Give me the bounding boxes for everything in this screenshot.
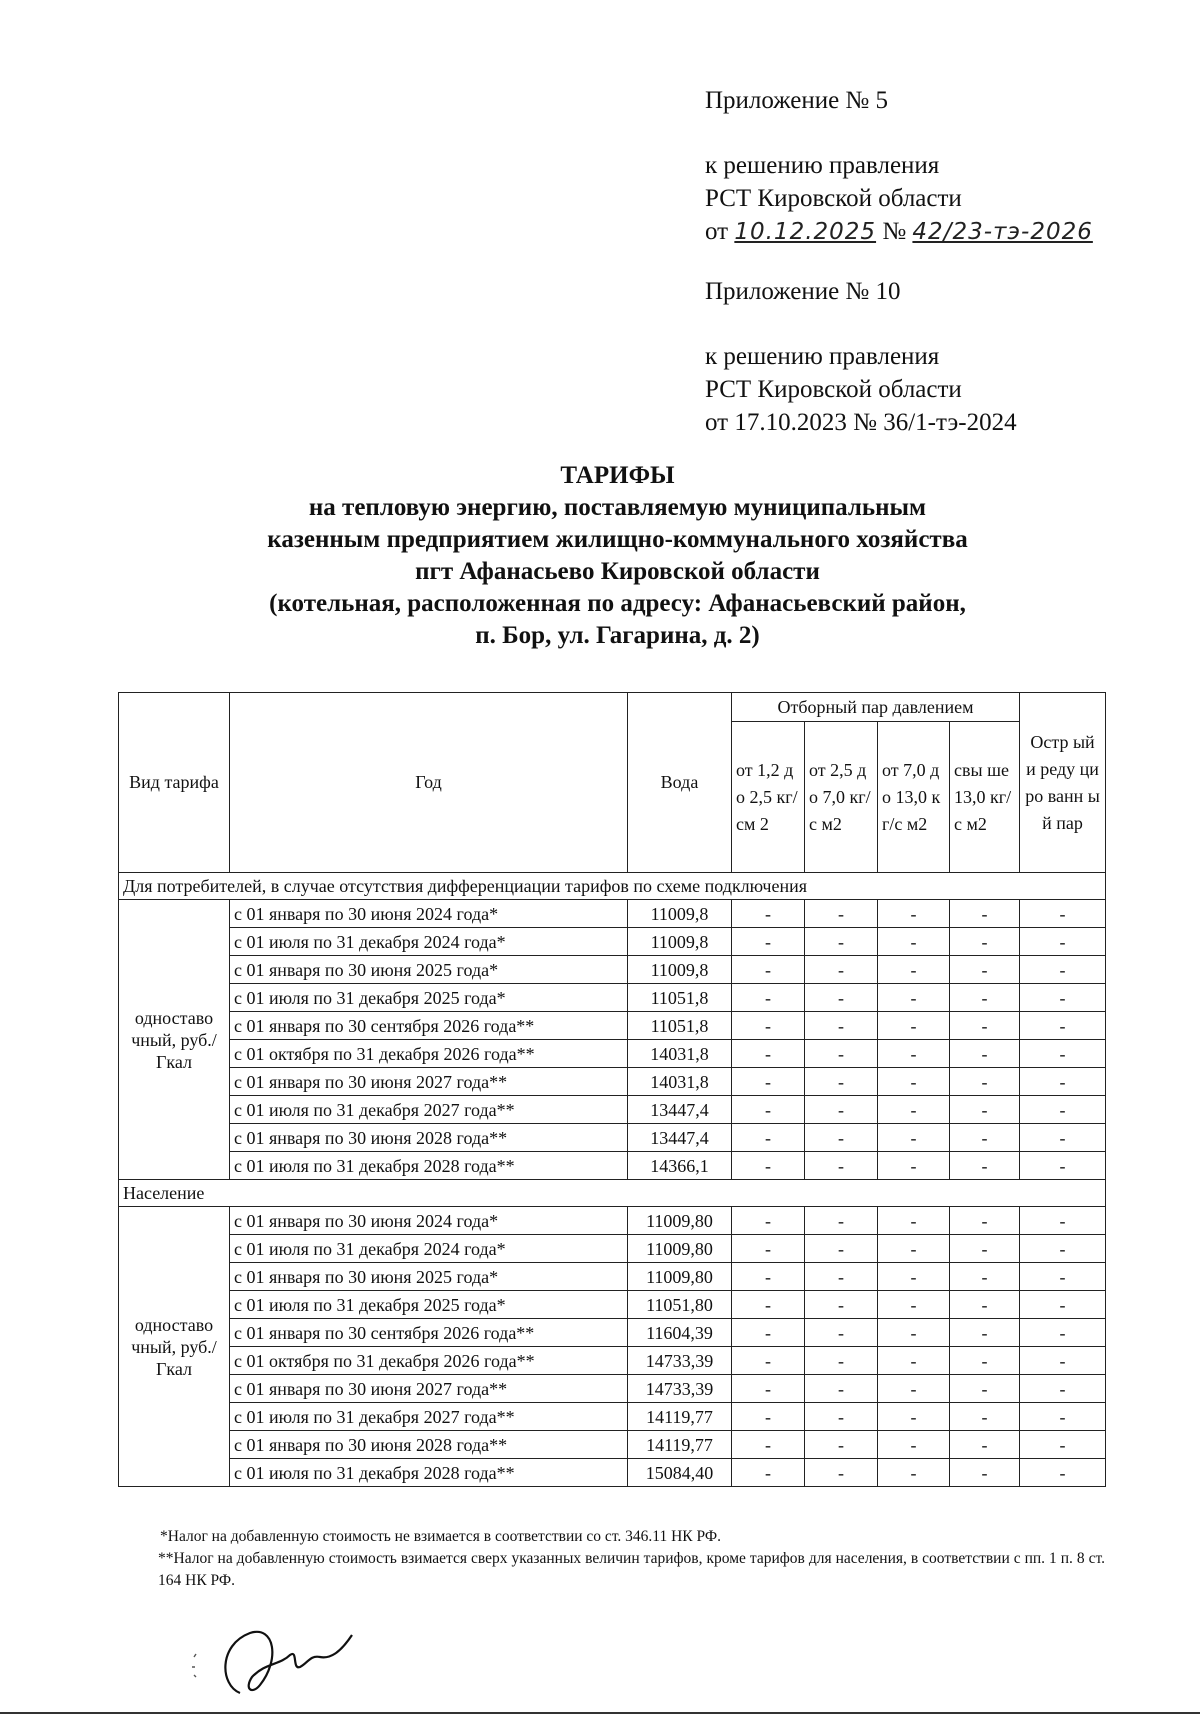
empty-tariff-cell: - — [950, 1235, 1020, 1263]
period-cell: с 01 июля по 31 декабря 2028 года** — [230, 1459, 628, 1487]
empty-tariff-cell: - — [878, 1347, 950, 1375]
empty-tariff-cell: - — [950, 928, 1020, 956]
empty-tariff-cell: - — [732, 1347, 805, 1375]
tariff-kind-cell: одноставо чный, руб./Гкал — [119, 900, 230, 1180]
title-line-2: казенным предприятием жилищно-коммунального хозяйства — [267, 526, 968, 553]
table-row — [119, 1459, 1106, 1487]
empty-tariff-cell: - — [732, 1459, 805, 1487]
table-row — [119, 1068, 1106, 1096]
footnote-1: *Налог на добавленную стоимость не взимается в соответствии со ст. 346.11 НК РФ. — [160, 1528, 721, 1545]
empty-tariff-cell: - — [950, 1040, 1020, 1068]
water-tariff-cell: 13447,4 — [628, 1096, 732, 1124]
empty-tariff-cell: - — [732, 1068, 805, 1096]
period-cell: с 01 января по 30 сентября 2026 года** — [230, 1012, 628, 1040]
table-row — [119, 1291, 1106, 1319]
section-title: Для потребителей, в случае отсутствия дифференциации тарифов по схеме подключения — [119, 873, 1106, 900]
empty-tariff-cell: - — [878, 1459, 950, 1487]
empty-tariff-cell: - — [805, 1347, 878, 1375]
water-tariff-cell: 11051,8 — [628, 984, 732, 1012]
table-row — [119, 1124, 1106, 1152]
empty-tariff-cell: - — [805, 1403, 878, 1431]
empty-tariff-cell: - — [1020, 1319, 1106, 1347]
empty-tariff-cell: - — [950, 1375, 1020, 1403]
empty-tariff-cell: - — [732, 1319, 805, 1347]
empty-tariff-cell: - — [1020, 1263, 1106, 1291]
empty-tariff-cell: - — [732, 1152, 805, 1180]
empty-tariff-cell: - — [732, 1431, 805, 1459]
water-tariff-cell: 14119,77 — [628, 1403, 732, 1431]
empty-tariff-cell: - — [732, 984, 805, 1012]
decision-line-1: к решению правления — [705, 152, 940, 179]
water-tariff-cell: 11604,39 — [628, 1319, 732, 1347]
empty-tariff-cell: - — [732, 928, 805, 956]
table-row — [119, 928, 1106, 956]
empty-tariff-cell: - — [1020, 984, 1106, 1012]
empty-tariff-cell: - — [732, 1235, 805, 1263]
empty-tariff-cell: - — [1020, 1347, 1106, 1375]
table-row — [119, 1263, 1106, 1291]
empty-tariff-cell: - — [950, 1403, 1020, 1431]
header-steam-1: от 1,2 до 2,5 кг/см 2 — [732, 722, 805, 873]
empty-tariff-cell: - — [878, 1319, 950, 1347]
period-cell: с 01 июля по 31 декабря 2024 года* — [230, 1235, 628, 1263]
table-row — [119, 984, 1106, 1012]
period-cell: с 01 января по 30 июня 2024 года* — [230, 1207, 628, 1235]
handwritten-date: 10.12.2025 — [734, 219, 877, 245]
appendix-10-label: Приложение № 10 — [705, 278, 901, 305]
empty-tariff-cell: - — [1020, 928, 1106, 956]
empty-tariff-cell: - — [805, 984, 878, 1012]
water-tariff-cell: 14031,8 — [628, 1068, 732, 1096]
period-cell: с 01 января по 30 июня 2028 года** — [230, 1431, 628, 1459]
empty-tariff-cell: - — [878, 1431, 950, 1459]
water-tariff-cell: 11009,80 — [628, 1263, 732, 1291]
empty-tariff-cell: - — [878, 1235, 950, 1263]
original-line-2: РСТ Кировской области — [705, 376, 962, 403]
empty-tariff-cell: - — [950, 1291, 1020, 1319]
empty-tariff-cell: - — [732, 1375, 805, 1403]
empty-tariff-cell: - — [805, 956, 878, 984]
title-line-4: (котельная, расположенная по адресу: Афанасьевский район, — [269, 590, 966, 617]
empty-tariff-cell: - — [950, 1459, 1020, 1487]
empty-tariff-cell: - — [950, 1096, 1020, 1124]
decision-date-line — [705, 215, 1093, 249]
header-year: Год — [230, 693, 628, 873]
empty-tariff-cell: - — [878, 1096, 950, 1124]
empty-tariff-cell: - — [950, 956, 1020, 984]
empty-tariff-cell: - — [1020, 956, 1106, 984]
header-steam-3: от 7,0 до 13,0 кг/с м2 — [878, 722, 950, 873]
document-title — [0, 460, 1200, 652]
water-tariff-cell: 14031,8 — [628, 1040, 732, 1068]
period-cell: с 01 января по 30 июня 2024 года* — [230, 900, 628, 928]
empty-tariff-cell: - — [1020, 900, 1106, 928]
empty-tariff-cell: - — [950, 984, 1020, 1012]
tariffs-table — [118, 692, 1106, 1487]
period-cell: с 01 октября по 31 декабря 2026 года** — [230, 1347, 628, 1375]
table-row — [119, 1235, 1106, 1263]
empty-tariff-cell: - — [732, 1124, 805, 1152]
empty-tariff-cell: - — [732, 956, 805, 984]
empty-tariff-cell: - — [805, 1431, 878, 1459]
table-row — [119, 1431, 1106, 1459]
empty-tariff-cell: - — [732, 1403, 805, 1431]
empty-tariff-cell: - — [805, 1263, 878, 1291]
empty-tariff-cell: - — [1020, 1040, 1106, 1068]
table-row — [119, 1347, 1106, 1375]
original-line-1: к решению правления — [705, 343, 940, 370]
empty-tariff-cell: - — [950, 1207, 1020, 1235]
table-row — [119, 1096, 1106, 1124]
empty-tariff-cell: - — [732, 1040, 805, 1068]
period-cell: с 01 января по 30 июня 2028 года** — [230, 1124, 628, 1152]
empty-tariff-cell: - — [732, 1012, 805, 1040]
empty-tariff-cell: - — [1020, 1375, 1106, 1403]
number-prefix: № — [882, 218, 907, 245]
empty-tariff-cell: - — [878, 1152, 950, 1180]
empty-tariff-cell: - — [878, 1375, 950, 1403]
table-row — [119, 1152, 1106, 1180]
tariff-kind-cell: одноставо чный, руб./Гкал — [119, 1207, 230, 1487]
table-row — [119, 956, 1106, 984]
empty-tariff-cell: - — [950, 1152, 1020, 1180]
water-tariff-cell: 15084,40 — [628, 1459, 732, 1487]
period-cell: с 01 июля по 31 декабря 2025 года* — [230, 1291, 628, 1319]
appendix-5-label: Приложение № 5 — [705, 87, 889, 114]
from-prefix: от — [705, 218, 729, 245]
empty-tariff-cell: - — [1020, 1124, 1106, 1152]
empty-tariff-cell: - — [732, 1263, 805, 1291]
table-row — [119, 1040, 1106, 1068]
empty-tariff-cell: - — [878, 1040, 950, 1068]
table-row — [119, 1012, 1106, 1040]
empty-tariff-cell: - — [878, 984, 950, 1012]
period-cell: с 01 января по 30 июня 2025 года* — [230, 956, 628, 984]
empty-tariff-cell: - — [732, 1096, 805, 1124]
empty-tariff-cell: - — [1020, 1403, 1106, 1431]
water-tariff-cell: 14366,1 — [628, 1152, 732, 1180]
empty-tariff-cell: - — [805, 900, 878, 928]
empty-tariff-cell: - — [805, 1291, 878, 1319]
empty-tariff-cell: - — [878, 928, 950, 956]
empty-tariff-cell: - — [805, 1040, 878, 1068]
decision-line-2: РСТ Кировской области — [705, 185, 962, 212]
title-line-5: п. Бор, ул. Гагарина, д. 2) — [475, 622, 760, 649]
water-tariff-cell: 11009,8 — [628, 928, 732, 956]
appendix-original-decision — [705, 340, 1017, 439]
empty-tariff-cell: - — [1020, 1459, 1106, 1487]
period-cell: с 01 июля по 31 декабря 2027 года** — [230, 1096, 628, 1124]
empty-tariff-cell: - — [878, 956, 950, 984]
empty-tariff-cell: - — [950, 1431, 1020, 1459]
header-steam-4: свы ше 13,0 кг/с м2 — [950, 722, 1020, 873]
header-steam-2: от 2,5 до 7,0 кг/с м2 — [805, 722, 878, 873]
empty-tariff-cell: - — [1020, 1431, 1106, 1459]
period-cell: с 01 июля по 31 декабря 2025 года* — [230, 984, 628, 1012]
empty-tariff-cell: - — [732, 900, 805, 928]
empty-tariff-cell: - — [732, 1207, 805, 1235]
empty-tariff-cell: - — [878, 1403, 950, 1431]
water-tariff-cell: 11009,80 — [628, 1207, 732, 1235]
period-cell: с 01 января по 30 июня 2027 года** — [230, 1375, 628, 1403]
appendix-current-decision — [705, 149, 1093, 249]
period-cell: с 01 октября по 31 декабря 2026 года** — [230, 1040, 628, 1068]
empty-tariff-cell: - — [805, 1012, 878, 1040]
empty-tariff-cell: - — [1020, 1291, 1106, 1319]
water-tariff-cell: 11009,80 — [628, 1235, 732, 1263]
empty-tariff-cell: - — [878, 900, 950, 928]
period-cell: с 01 июля по 31 декабря 2028 года** — [230, 1152, 628, 1180]
period-cell: с 01 июля по 31 декабря 2027 года** — [230, 1403, 628, 1431]
empty-tariff-cell: - — [878, 1068, 950, 1096]
empty-tariff-cell: - — [1020, 1152, 1106, 1180]
water-tariff-cell: 14733,39 — [628, 1375, 732, 1403]
period-cell: с 01 июля по 31 декабря 2024 года* — [230, 928, 628, 956]
empty-tariff-cell: - — [878, 1012, 950, 1040]
title-heading: ТАРИФЫ — [560, 462, 675, 489]
water-tariff-cell: 11009,8 — [628, 956, 732, 984]
header-sharp-steam: Остр ый и реду циро ванн ый пар — [1020, 693, 1106, 873]
empty-tariff-cell: - — [950, 1124, 1020, 1152]
appendix-label-original — [705, 275, 901, 308]
appendix-label-current — [705, 84, 888, 117]
period-cell: с 01 января по 30 сентября 2026 года** — [230, 1319, 628, 1347]
title-line-1: на тепловую энергию, поставляемую муниципальным — [308, 494, 927, 521]
handwritten-number: 42/23-тэ-2026 — [912, 219, 1093, 245]
header-water: Вода — [628, 693, 732, 873]
section-title: Население — [119, 1180, 1106, 1207]
table-row — [119, 1319, 1106, 1347]
signature-image — [180, 1615, 380, 1705]
empty-tariff-cell: - — [950, 1012, 1020, 1040]
empty-tariff-cell: - — [732, 1291, 805, 1319]
empty-tariff-cell: - — [805, 1319, 878, 1347]
empty-tariff-cell: - — [878, 1124, 950, 1152]
table-row — [119, 1207, 1106, 1235]
water-tariff-cell: 11051,8 — [628, 1012, 732, 1040]
empty-tariff-cell: - — [805, 1375, 878, 1403]
empty-tariff-cell: - — [805, 1096, 878, 1124]
title-line-3: пгт Афанасьево Кировской области — [415, 558, 820, 585]
empty-tariff-cell: - — [950, 1068, 1020, 1096]
table-row — [119, 1403, 1106, 1431]
empty-tariff-cell: - — [1020, 1096, 1106, 1124]
period-cell: с 01 января по 30 июня 2027 года** — [230, 1068, 628, 1096]
empty-tariff-cell: - — [950, 1347, 1020, 1375]
empty-tariff-cell: - — [1020, 1207, 1106, 1235]
empty-tariff-cell: - — [1020, 1012, 1106, 1040]
empty-tariff-cell: - — [805, 1207, 878, 1235]
footnotes — [140, 1526, 1105, 1592]
empty-tariff-cell: - — [805, 1124, 878, 1152]
period-cell: с 01 января по 30 июня 2025 года* — [230, 1263, 628, 1291]
water-tariff-cell: 14119,77 — [628, 1431, 732, 1459]
original-line-3: от 17.10.2023 № 36/1-тэ-2024 — [705, 409, 1017, 436]
empty-tariff-cell: - — [805, 1152, 878, 1180]
empty-tariff-cell: - — [805, 1235, 878, 1263]
table-row — [119, 1375, 1106, 1403]
water-tariff-cell: 14733,39 — [628, 1347, 732, 1375]
page-bottom-border — [0, 1712, 1200, 1714]
table-row — [119, 900, 1106, 928]
empty-tariff-cell: - — [805, 928, 878, 956]
empty-tariff-cell: - — [950, 1263, 1020, 1291]
water-tariff-cell: 11009,8 — [628, 900, 732, 928]
empty-tariff-cell: - — [1020, 1068, 1106, 1096]
empty-tariff-cell: - — [1020, 1235, 1106, 1263]
header-steam-group: Отборный пар давлением — [732, 693, 1020, 722]
empty-tariff-cell: - — [950, 900, 1020, 928]
empty-tariff-cell: - — [878, 1263, 950, 1291]
empty-tariff-cell: - — [878, 1291, 950, 1319]
header-kind: Вид тарифа — [119, 693, 230, 873]
empty-tariff-cell: - — [950, 1319, 1020, 1347]
footnote-2: **Налог на добавленную стоимость взимается сверх указанных величин тарифов, кроме тарифов для населения, в соответствии с пп. 1 п. 8 ст. 164 НК РФ. — [158, 1550, 1105, 1589]
water-tariff-cell: 13447,4 — [628, 1124, 732, 1152]
empty-tariff-cell: - — [878, 1207, 950, 1235]
empty-tariff-cell: - — [805, 1068, 878, 1096]
empty-tariff-cell: - — [805, 1459, 878, 1487]
water-tariff-cell: 11051,80 — [628, 1291, 732, 1319]
